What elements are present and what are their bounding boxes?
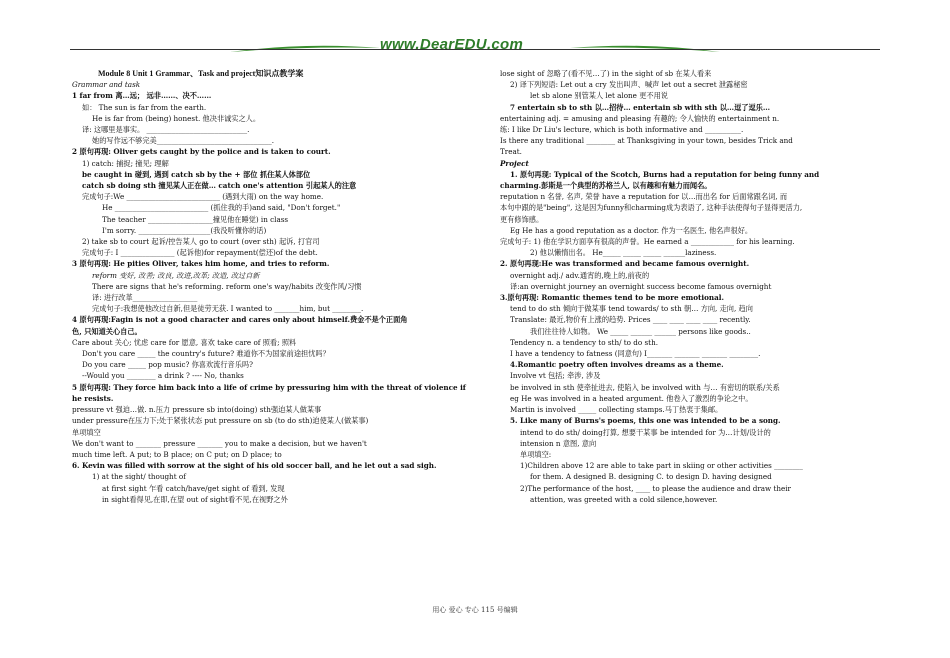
right-column — [500, 68, 880, 505]
right-line: reputation n 名誉, 名声, 荣誉 have a reputation for 以…而出名 for 后面常跟名词, 而 — [500, 192, 788, 202]
header-rule — [70, 49, 880, 50]
right-line: 单项填空: — [520, 449, 552, 459]
left-line: 她的写作远不够完美________________________________. — [92, 136, 274, 146]
right-line: Involve vt 包括; 牵涉, 涉及 — [510, 371, 601, 381]
left-line: catch sb doing sth 撞见某人正在做… catch one's attention 引起某人的注意 — [82, 181, 357, 191]
right-line: Is there any traditional ________ at Thanksgiving in your town, besides Trick and — [500, 136, 793, 146]
right-line: 4.Romantic poetry often involves dreams as a theme. — [510, 360, 724, 370]
left-column — [72, 68, 470, 505]
left-line: under pressure在压力下;处于紧张状态 put pressure on sb (to do sth)迫使某人(做某事) — [72, 416, 369, 426]
left-line: 完成句子:我想使他改过自新,但是徒劳无获. I wanted to _______him, but ________. — [92, 304, 364, 314]
left-line: 译: 这哪里是事实。 ____________________________. — [82, 125, 250, 135]
right-line: 2. 原句再现:He was transformed and became famous overnight. — [500, 259, 750, 269]
right-line: Martin is involved _____ collecting stamps.马丁热衷于集邮。 — [510, 405, 723, 415]
left-line: He is far from (being) honest. 他决非诚实之人。 — [92, 113, 261, 123]
right-line: 5. Like many of Burns's poems, this one was intended to be a song. — [510, 416, 781, 426]
right-line: 3.原句再现: Romantic themes tend to be more emotional. — [500, 293, 724, 303]
right-line: overnight adj./ adv.通宵的,晚上的,前夜的 — [510, 270, 650, 280]
section-heading-project: Project — [500, 158, 529, 168]
right-line: attention, was greeted with a cold silence,however. — [530, 494, 718, 504]
right-line: tend to do sth 倾向于做某事 tend towards/ to sth 朝… 方向, 走向, 趋向 — [510, 304, 753, 314]
right-line: 1)Children above 12 are able to take part in skiing or other activities ________ — [520, 461, 803, 471]
left-line: 4 原句再现:Fagin is not a good character and cares only about himself.费金不是个正面角 — [72, 315, 408, 325]
left-line: pressure vt 强迫…做. n.压力 pressure sb into(doing) sth强迫某人做某事 — [72, 405, 322, 415]
right-line: eg He was involved in a heated argument. 他卷入了激烈的争论之中。 — [510, 393, 753, 403]
left-line: Care about 关心; 忧虑 care for 愿意, 喜欢 take care of 照看; 照料 — [72, 337, 297, 347]
left-line: at first sight 乍看 catch/have/get sight of 看到, 发现 — [102, 483, 285, 493]
left-line: 1) at the sight/ thought of — [92, 472, 186, 482]
right-line: 本句中跟的是"being", 这是因为funny和charming成为表语了, 这种手法使得句子显得更活力, — [500, 203, 803, 213]
left-line: 如： The sun is far from the earth. — [82, 102, 207, 112]
right-line: 练: I like Dr Liu's lecture, which is both informative and __________. — [500, 125, 744, 135]
left-line: 色, 只知道关心自己。 — [72, 326, 142, 336]
left-line: much time left. A put; to B place; on C put; on D place; to — [72, 449, 282, 459]
site-logo: www.DearEDU.com — [380, 36, 524, 53]
right-line: let sb alone 别管某人 let alone 更不用说 — [530, 91, 668, 101]
left-line: 5 原句再现: They force him back into a life of crime by pressuring him with the threat of violence if — [72, 382, 466, 392]
left-line: He __________________________ (抓住我的手)and said, "Don't forget." — [102, 203, 341, 213]
right-line: be involved in sth 使牵扯进去, 使陷入 be involved with 与… 有密切的联系/关系 — [510, 382, 780, 392]
left-line: 1 far from 离…远； 远非……、决不…… — [72, 91, 212, 101]
right-line: Tendency n. a tendency to sth/ to do sth. — [510, 337, 658, 347]
left-line: We don't want to _______ pressure _______ you to make a decision, but we haven't — [72, 438, 367, 448]
right-line: 我们往往待人如物。 We _____ ______ ______ persons like goods.. — [530, 326, 751, 336]
left-line: 完成句子: I _______________ (起诉他)for repayment(偿还)of the debt. — [82, 248, 318, 258]
page-footer: 用心 爱心 专心 115 号编辑 — [432, 606, 518, 614]
left-line: 2 原句再现: Oliver gets caught by the police and is taken to court. — [72, 147, 331, 157]
right-line: Translate: 最近,物价有上涨的趋势. Prices ____ ____ ____ ____ recently. — [510, 315, 751, 325]
left-line: --Would you ________ a drink ? ---- No, thanks — [82, 371, 244, 381]
left-line: Do you care _____ pop music? 你喜欢流行音乐吗? — [82, 360, 253, 370]
left-line: he resists. — [72, 393, 114, 403]
left-line: 2) take sb to court 起诉/控告某人 go to court (over sth) 起诉, 打官司 — [82, 237, 320, 247]
right-line: I have a tendency to fatness (同意句) I_______ _______ _______ ________. — [510, 349, 761, 359]
left-line: reform 变好, 改善; 改良, 改进,改革; 改造, 改过自新 — [92, 270, 260, 280]
right-line: Treat. — [500, 147, 522, 157]
left-line: be caught in 碰到, 遇到 catch sb by the + 部位 抓住某人体部位 — [82, 169, 311, 179]
right-line: 译:an overnight journey an overnight success become famous overnight — [510, 281, 772, 291]
left-line: Don't you care _____ the country's future? 难道你不为国家前途担忧吗？ — [82, 349, 330, 359]
left-line: 3 原句再现: He pities Oliver, takes him home, and tries to reform. — [72, 259, 330, 269]
right-line: entertaining adj. = amusing and pleasing 有趣的; 令人愉快的 entertainment n. — [500, 113, 780, 123]
right-line: 更有修饰感。 — [500, 214, 544, 224]
left-line: I'm sorry. ____________________(我没听懂你的话) — [102, 225, 267, 235]
right-line: 7 entertain sb to sth 以…招待… entertain sb with sth 以…逗了逗乐… — [510, 102, 771, 112]
right-line: 2)The performance of the host, ____ to please the audience and draw their — [520, 483, 791, 493]
left-line: 6. Kevin was filled with sorrow at the sight of his old soccer ball, and he let out a sad sigh. — [72, 461, 437, 471]
document-title: Module 8 Unit 1 Grammar、Task and project知识点教学案 — [98, 69, 304, 78]
right-line: 完成句子: 1) 他在学识方面享有很高的声誉。He earned a ____________ for his learning. — [500, 237, 795, 247]
right-line: 2) 译下列短语: Let out a cry 发出叫声、喊声 let out a secret 泄露秘密 — [510, 80, 748, 90]
right-line: charming.彭斯是一个典型的苏格兰人, 以有趣和有魅力而闻名。 — [500, 181, 712, 191]
left-line: 译: 进行改革__________________ — [92, 293, 198, 303]
left-line: 单项填空 — [72, 427, 101, 437]
right-line: intension n 意图, 意向 — [520, 438, 597, 448]
left-line: 1) catch: 捕捉; 撞见; 理解 — [82, 158, 169, 168]
left-line: There are signs that he's reforming. reform one's way/habits 改变作风/习惯 — [92, 281, 362, 291]
right-line: lose sight of 忽略了(看不见…了) in the sight of sb 在某人看来 — [500, 69, 712, 78]
right-line: intend to do sth/ doing打算, 想要干某事 be intended for 为…计划/设计的 — [520, 427, 771, 437]
right-line: for them. A designed B. designing C. to design D. having designed — [530, 472, 772, 482]
right-line: 2) 他以懒惰出名。 He_____ _____ _____ ______laziness. — [530, 248, 717, 258]
section-subtitle: Grammar and task — [72, 80, 141, 90]
left-line: in sight看得见,在即,在望 out of sight看不见,在视野之外 — [102, 494, 288, 504]
right-line: Eg He has a good reputation as a doctor. 作为一名医生, 他名声很好。 — [510, 225, 753, 235]
left-line: 完成句子:We __________________________ (遇到大雨) on the way home. — [82, 192, 324, 202]
right-line: 1. 原句再现: Typical of the Scotch, Burns had a reputation for being funny and — [510, 169, 820, 179]
left-line: The teacher __________________撞见他在睡觉) in class — [102, 214, 289, 224]
